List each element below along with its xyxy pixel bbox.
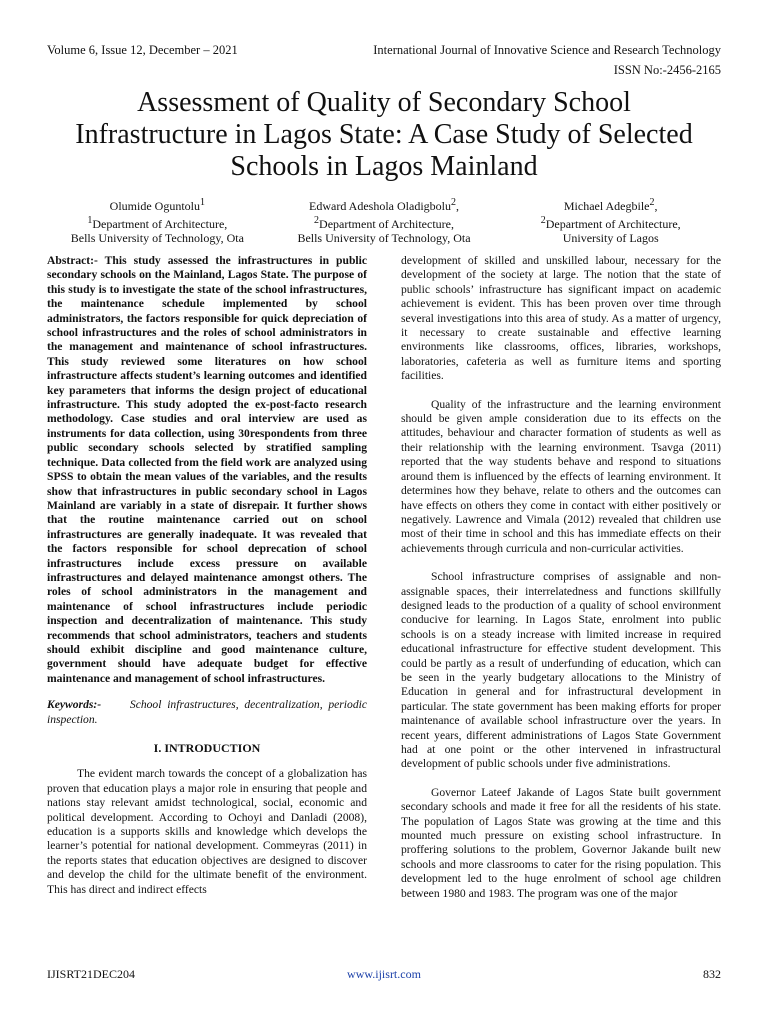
author-dept: Department of Architecture, bbox=[92, 216, 228, 231]
author-dept: Department of Architecture, bbox=[545, 216, 681, 231]
right-column bbox=[401, 254, 721, 901]
keywords bbox=[47, 698, 367, 727]
abstract: Abstract:- This study assessed the infrastructures in public secondary schools on the Mainland, Lagos State. The purpose of this study is to investigate the state of the school infrastructures, the maintenance schedule implemented by school administrators, the factors responsible for quick depreciation of school infrastructures and the roles of school administrators in the management and maintenance of school infrastructures. This study reviewed some literatures on how school infrastructure affects student’s learning outcomes and identified key parameters that informs the design project of educational infrastructure. This study adopted the ex-post-facto research methodology. Case studies and oral interview are used as instruments for data collection, using 30respondents from three public secondary schools selected by stratified sampling technique. Data collected from the field work are analyzed using SPSS to obtain the mean values of the variables, and the results show that infrastructures in public secondary school in Lagos Mainland are variably in a state of disrepair. It further shows that the routine maintenance carried out on school infrastructures are generally inadequate. It was revealed that the factors responsible for school deprecation of school infrastructures include excess pressure on available infrastructures and delayed maintenance amongst others. The roles of school administrators in the management and maintenance of school infrastructures include periodic inspection and decentralization of maintenance. This study recommends that school administrators, teachers and students should exhibit discipline and good maintenance culture, government should have adequate budget for effective maintenance and management of school infrastructures. bbox=[47, 254, 367, 685]
section-heading-introduction: I. INTRODUCTION bbox=[153, 741, 261, 755]
intro-paragraph: The evident march towards the concept of a globalization has proven that education plays a major role in ensuring that people and nations stay relevant amidst technological, social, economic and political development. According to Ochoyi and Danladi (2008), education is a supports skills and knowledge which develops the learner’s potential for national development. Commeyras (2011) in the reports states that education objectives are designed to discover and develop the child for the ultimate benefit of the environment. This has direct and indirect effects bbox=[47, 767, 367, 896]
keywords-text: School infrastructures, decentralization, periodic inspection. bbox=[47, 698, 367, 726]
author-list bbox=[44, 196, 724, 246]
author-name: Edward Adeshola Oladigbolu bbox=[309, 199, 451, 213]
author-inst: Bells University of Technology, Ota bbox=[70, 231, 244, 245]
author-sup: 2 bbox=[451, 197, 456, 208]
affil-sup: 1 bbox=[87, 214, 93, 226]
body-paragraph: Governor Lateef Jakande of Lagos State built government secondary schools and made it free for all the residents of his state. The population of Lagos State was growing at the time and this mounted much pressure on existing school infrastructure. In proffering solutions to the problem, Governor Jakande built new schools and more classrooms to cater for the rising population. This development led to the huge enrolment of school age children between 1980 and 1983. The program was one of the major bbox=[401, 785, 721, 900]
body-paragraph: development of skilled and unskilled labour, necessary for the development of the society at large. The notion that the state of public schools’ infrastructure has significant impact on academic achievement is evident. This has been proven over time through several investigations into this area of study. As a matter of urgency, it necessary to create sustainable and effective learning environments like classrooms, offices, libraries, workshops, laboratories, cafeteria as well as furniture items and sporting facilities. bbox=[401, 254, 721, 383]
author-1 bbox=[44, 196, 271, 246]
paper-title: Assessment of Quality of Secondary School Infrastructure in Lagos State: A Case Study of Selected Schools in Lagos Mainland bbox=[75, 87, 693, 182]
author-inst: Bells University of Technology, Ota bbox=[297, 231, 471, 245]
author-sup: 1 bbox=[200, 197, 205, 208]
affil-sup: 2 bbox=[314, 214, 320, 226]
author-2: Edward Adeshola Oladigbolu$^2$, $^2$Department of Architecture, Bells University of Technology, Ota bbox=[271, 196, 498, 246]
body-paragraph: Quality of the infrastructure and the learning environment should be given ample consideration due to its effects on the attitudes, behaviour and character formation of students as well as their relationship with the learning environment. Tsavga (2011) reported that the way students behave and respond to situations around them is influenced by the effects of learning environment. It determines how they behave, relate to others and the outcomes can have effects on others they come in contact with either positively or negatively. Lawrence and Vimala (2012) revealed that children use most of their time in school and this has immediate effects on their achievements through curricula and non-curricular activities. bbox=[401, 397, 721, 555]
left-column bbox=[47, 254, 367, 897]
header-journal: International Journal of Innovative Science and Research Technology bbox=[373, 43, 721, 57]
footer-page-number: 832 bbox=[703, 967, 721, 981]
affil-sup: 2 bbox=[540, 214, 546, 226]
footer-website-link[interactable]: www.ijisrt.com bbox=[347, 967, 421, 981]
author-name: Olumide Oguntolu bbox=[109, 199, 200, 213]
author-sup: 2 bbox=[649, 197, 655, 208]
header-volume: Volume 6, Issue 12, December – 2021 bbox=[47, 43, 238, 57]
keywords-label: Keywords:- bbox=[47, 698, 102, 712]
header-issn: ISSN No:-2456-2165 bbox=[613, 63, 721, 77]
footer-paper-id: IJISRT21DEC204 bbox=[47, 967, 135, 981]
body-paragraph: School infrastructure comprises of assignable and non-assignable spaces, their interrelatedness and functions skillfully designed leads to the production of a quality of school environment conducive for learning. In Lagos State, enrolment into public schools is on a steady increase with limited increase in required educational infrastructure for effective student development. This could be partly as a result of underfunding of education, which can be seen in the yearly budgetary allocations to the Ministry of Education in general and for infrastructural development in particular. The state government has been making efforts for proper maintenance of available school infrastructure over the years. In recent years, different administrations of Lagos State Government had at one point or the other intervened in infrastructural development of public schools under five administrations. bbox=[401, 570, 721, 771]
author-3: Michael Adegbile$^2$, $^2$Department of Architecture, University of Lagos bbox=[497, 196, 724, 246]
author-inst: University of Lagos bbox=[562, 231, 659, 245]
author-dept: Department of Architecture, bbox=[319, 216, 454, 231]
author-name: Michael Adegbile bbox=[563, 199, 650, 213]
